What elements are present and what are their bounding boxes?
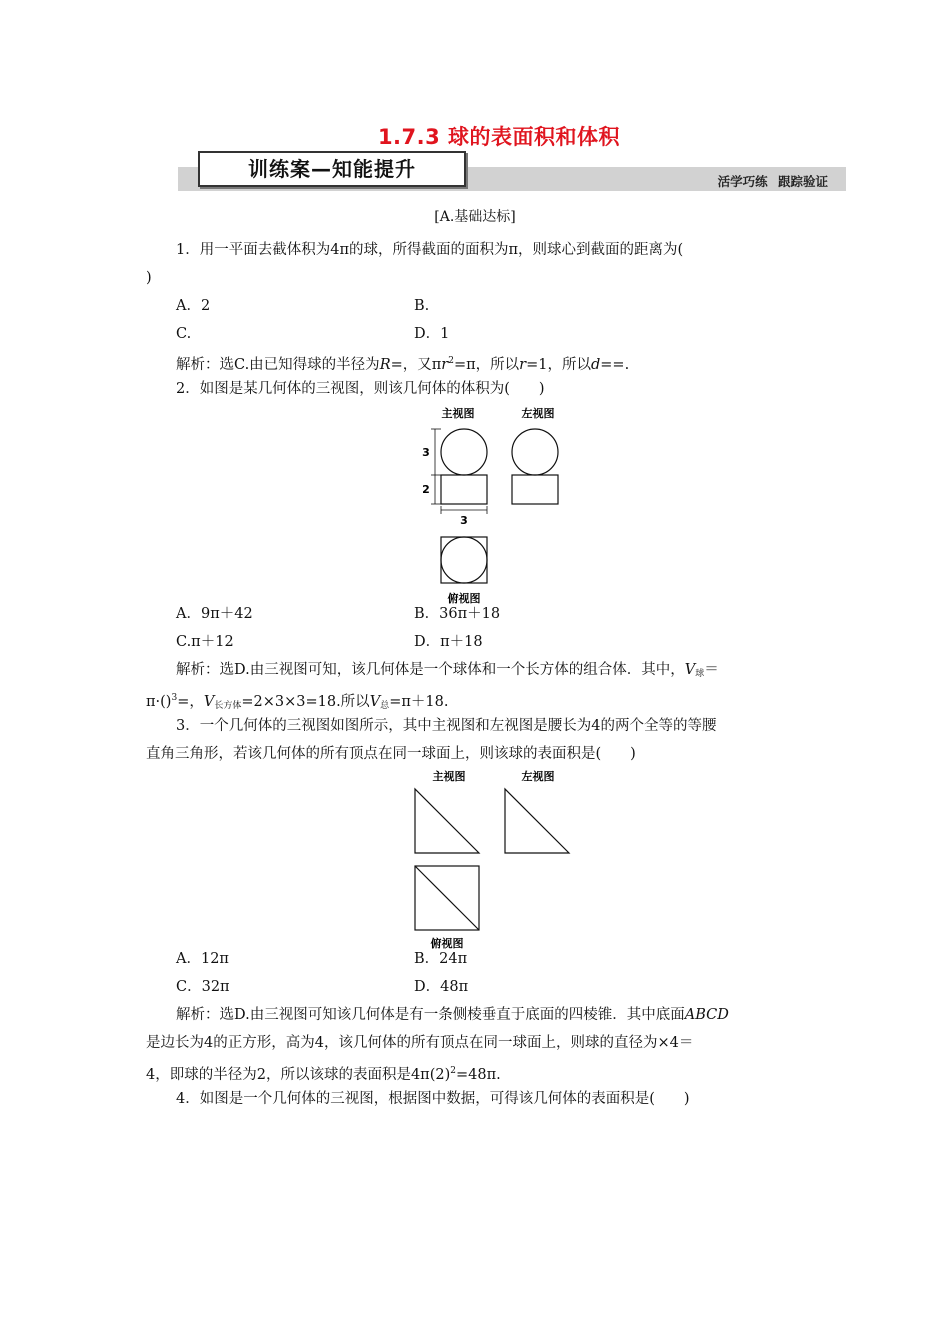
q2-stem: 2．如图是某几何体的三视图，则该几何体的体积为( ) [176,381,545,397]
q1-stem-end: ) [146,270,152,286]
q3-option-d: D．48π [414,979,469,995]
q2-option-d: D．π＋18 [414,634,483,650]
q3-stem-line1: 3．一个几何体的三视图如图所示，其中主视图和左视图是腰长为4的两个全等的等腰 [176,718,717,734]
q3-stem-line2: 直角三角形，若该几何体的所有顶点在同一球面上，则该球的表面积是( ) [146,746,636,762]
page-title: 1.7.3 球的表面积和体积 [377,125,621,149]
q2-option-b: B．36π＋18 [414,606,501,622]
q3-side-view-label: 左视图 [521,770,555,783]
q3-top-diagonal [415,866,479,930]
q2-option-a: A．9π＋42 [176,606,253,622]
q2-dim-2-vertical: 2 [422,483,430,496]
q3-side-triangle [505,789,569,853]
q1-option-d: D．1 [414,326,450,342]
q2-side-view-label: 左视图 [521,407,555,420]
q3-option-c: C．32π [176,979,230,995]
q2-top-view-label: 俯视图 [447,592,481,605]
q3-three-view-figure [405,766,580,954]
q1-option-a: A．2 [176,298,211,314]
q3-solution-line3: 4，即球的半径为2，所以该球的表面积是$4\pi(2)^2=48\pi$. [146,1066,501,1083]
q2-option-c: C.π＋12 [176,634,234,650]
q2-front-box [441,475,487,504]
banner-label: 训练案—知能提升 [198,151,466,187]
q4-stem: 4．如图是一个几何体的三视图，根据图中数据，可得该几何体的表面积是( ) [176,1091,690,1107]
banner-slogan: 活学巧练 跟踪验证 [717,174,828,189]
q2-solution-line2: π·()$^3$=，$V_{长方体}=2\times 3\times 3=18$.所以$V_总=\pi+18$. [146,693,449,711]
q2-dim-3-vertical: 3 [422,446,430,459]
section-heading: [A.基础达标] [434,209,516,225]
q2-front-view-label: 主视图 [441,407,475,420]
q3-front-view-label: 主视图 [432,770,466,783]
q1-option-b: B. [414,298,430,314]
q2-side-sphere [512,429,558,475]
q3-solution-line2: 是边长为4的正方形，高为4，该几何体的所有顶点在同一球面上，则球的直径为×4＝ [146,1035,694,1051]
q1-solution: 解析：选C.由已知得球的半径为R=，又$\pi r^2=\pi$，所以r=1，所以d==. [176,356,630,373]
q2-three-view-figure [410,400,570,610]
q2-solution-line1: 解析：选D.由三视图可知，该几何体是一个球体和一个长方体的组合体．其中，$V_球=$ [176,662,719,679]
q2-dim-3-horizontal: 3 [460,514,468,527]
q2-side-box [512,475,558,504]
q3-top-view-label: 俯视图 [430,937,464,950]
q3-option-a: A．12π [176,951,229,967]
q1-option-c: C. [176,326,192,342]
q3-front-triangle [415,789,479,853]
q2-front-sphere [441,429,487,475]
q1-stem: 1．用一平面去截体积为4π的球，所得截面的面积为π，则球心到截面的距离为( [176,242,684,258]
q2-top-sphere [441,537,487,583]
q3-solution-line1: 解析：选D.由三视图可知该几何体是有一条侧棱垂直于底面的四棱锥．其中底面ABCD [176,1007,729,1023]
q3-option-b: B．24π [414,951,468,967]
